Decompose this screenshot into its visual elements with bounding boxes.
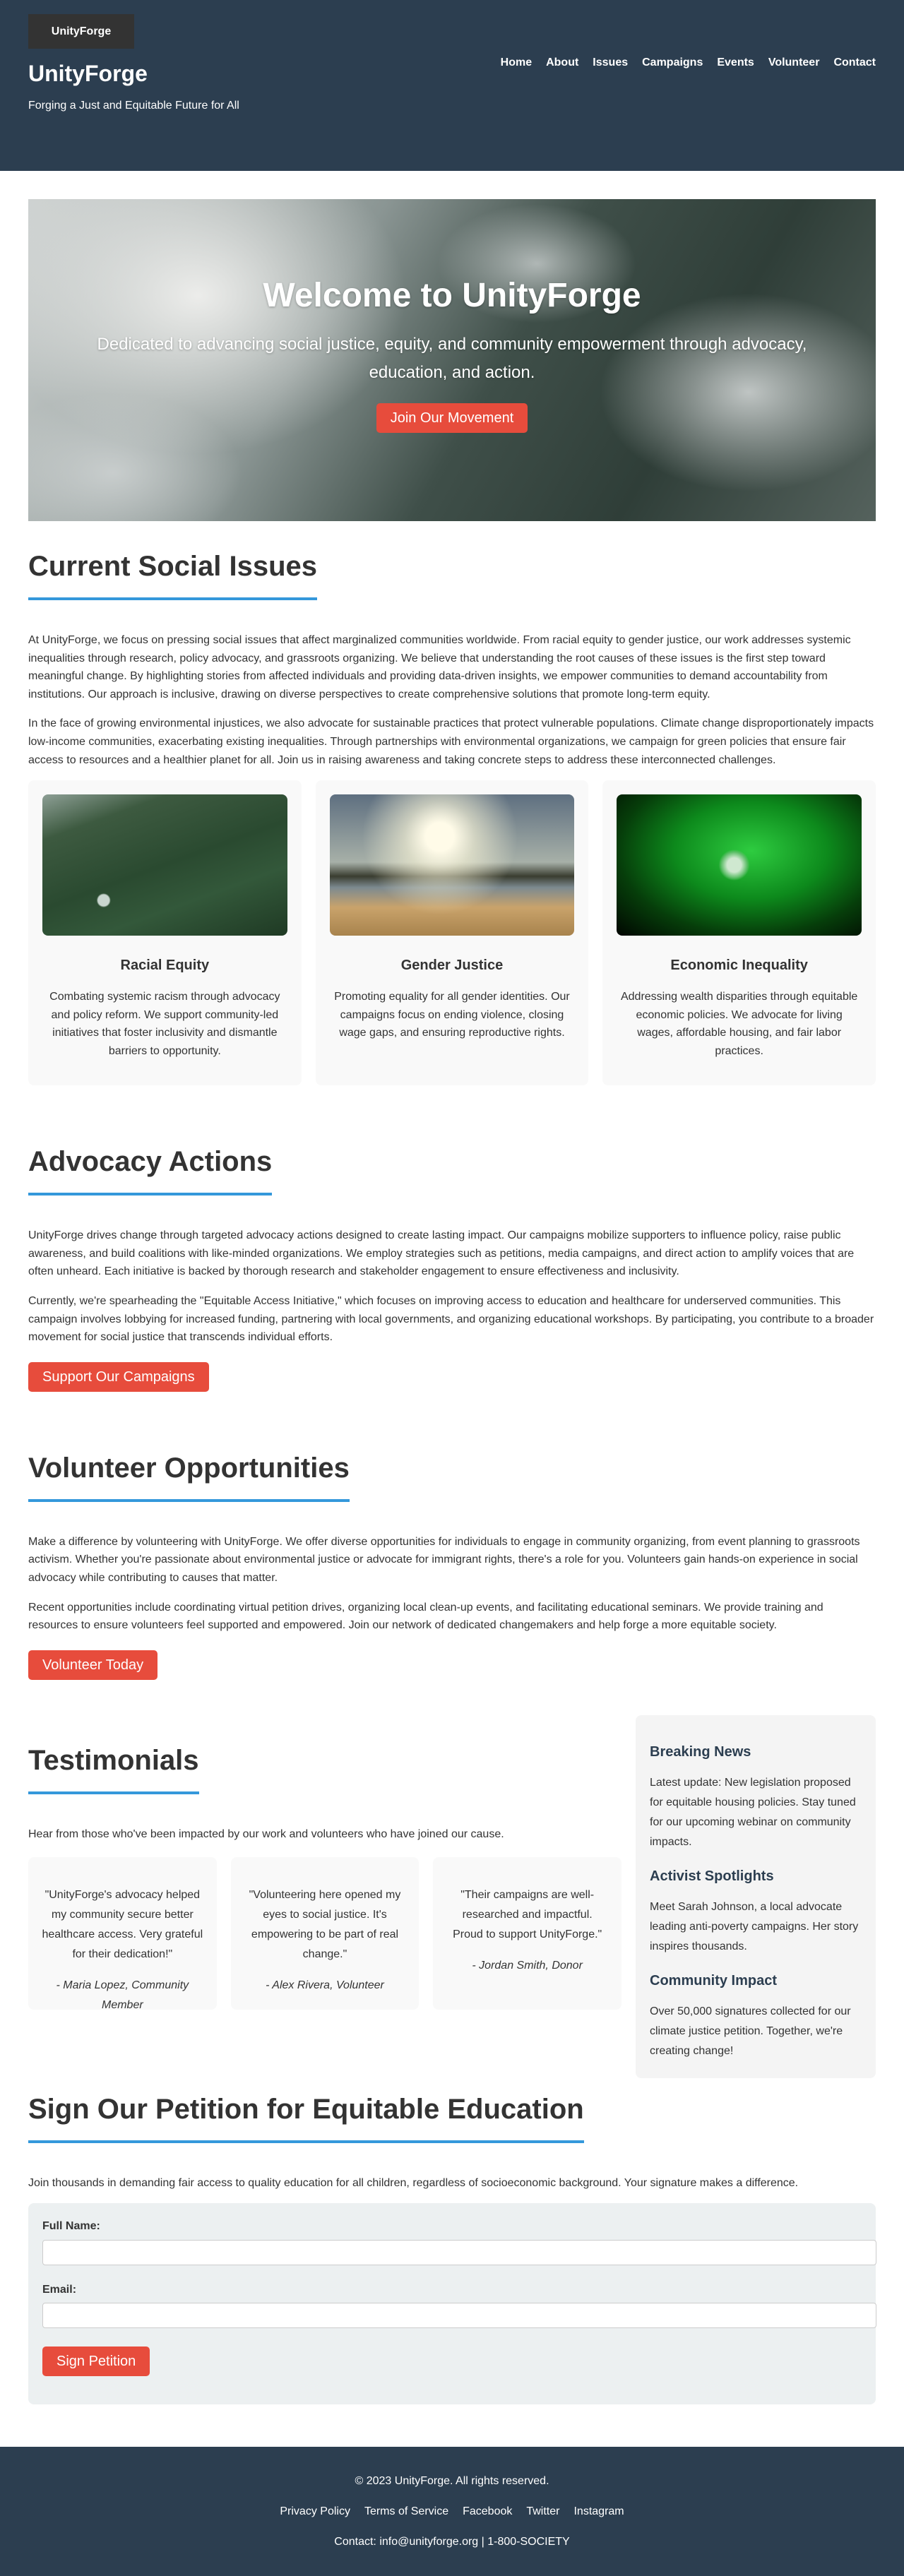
card-text: Combating systemic racism through advocacy and policy reform. We support community-led initiatives that foster inclusivity and dismantle barriers to opportunity. [49,991,280,1057]
issue-card [316,780,589,1085]
forest-image [42,794,287,936]
petition-intro: Join thousands in demanding fair access to quality education for all children, regardless of socioeconomic background. Your signature makes a difference. [28,2176,799,2189]
nav-home[interactable]: Home [500,56,533,68]
nav-campaigns[interactable]: Campaigns [642,56,703,68]
section-heading: Testimonials [28,1743,199,1794]
card-text: Promoting equality for all gender identities. Our campaigns focus on ending violence, closing wage gaps, and ensuring reproductive rights. [334,991,570,1039]
card-title: Economic Inequality [670,958,808,974]
hero-subtitle: Dedicated to advancing social justice, equity, and community empowerment through advocacy, education, and action. [97,334,807,383]
section-heading: Current Social Issues [28,549,317,600]
issue-card [28,780,302,1085]
testimonials-intro: Hear from those who've been impacted by our work and volunteers who have joined our cause. [28,1827,504,1840]
footer-link-privacy[interactable]: Privacy Policy [280,2505,350,2518]
footer-link-twitter[interactable]: Twitter [526,2505,560,2518]
volunteer-section [28,1392,876,1680]
site-footer [0,2447,904,2576]
footer-link-facebook[interactable]: Facebook [463,2505,513,2518]
testimonial-quote: "Volunteering here opened my eyes to social justice. It's empowering to be part of real change." [249,1889,401,1961]
beach-image [330,794,575,936]
section-heading: Volunteer Opportunities [28,1451,350,1502]
join-movement-button[interactable]: Join Our Movement [376,403,528,433]
hero-title: Welcome to UnityForge [263,277,641,314]
testimonial-quote: "Their campaigns are well-researched and impactful. Proud to support UnityForge." [453,1889,602,1941]
sidebar-heading: Breaking News [650,1743,751,1760]
nav-issues[interactable]: Issues [593,56,629,68]
testimonial-card [433,1857,622,2010]
petition-form [28,2203,876,2404]
card-title: Gender Justice [400,958,504,974]
issues-section [28,521,876,1085]
paragraph: Make a difference by volunteering with UnityForge. We offer diverse opportunities for individuals to engage in community organizing, from event planning to grassroots activism. Whether you're passionate about environmental justice or advocate for immigrant rights, there's a role for you. Volunteers gain hands-on experience in social advocacy while contributing to causes that matter. [28,1535,860,1584]
site-header [0,0,904,171]
paragraph: Recent opportunities include coordinating virtual petition drives, organizing local clean-up events, and facilitating educational seminars. We provide training and resources to ensure volunteers feel supported and empowered. Join our network of dedicated changemakers and help forge a more equitable society. [28,1601,823,1632]
logo[interactable]: UnityForge [28,14,134,49]
sidebar-text: Latest update: New legislation proposed for equitable housing policies. Stay tuned for our upcoming webinar on community impacts. [650,1776,856,1848]
sidebar-text: Meet Sarah Johnson, a local advocate leading anti-poverty campaigns. Her story inspires thousands. [650,1900,859,1952]
contact-info: Contact: info@unityforge.org | 1-800-SOCIETY [334,2535,570,2548]
full-name-input[interactable] [42,2240,876,2265]
card-text: Addressing wealth disparities through equitable economic policies. We advocate for living wages, affordable housing, and fair labor practices. [620,991,858,1057]
email-label: Email: [42,2283,77,2296]
footer-link-terms[interactable]: Terms of Service [364,2505,449,2518]
testimonial-quote: "UnityForge's advocacy helped my community secure better healthcare access. Very grateful for their dedication!" [42,1889,203,1961]
testimonial-author: - Alex Rivera, Volunteer [266,1979,384,1992]
nav-contact[interactable]: Contact [833,56,876,68]
copyright: © 2023 UnityForge. All rights reserved. [355,2475,549,2488]
site-title: UnityForge [28,61,148,86]
petition-section [28,2064,876,2405]
nav-events[interactable]: Events [717,56,754,68]
testimonial-author: - Jordan Smith, Donor [472,1960,583,1972]
sign-petition-button[interactable]: Sign Petition [42,2347,150,2376]
testimonial-card [231,1857,420,2010]
full-name-label: Full Name: [42,2220,100,2233]
testimonial-author: - Maria Lopez, Community Member [56,1979,189,2012]
paragraph: Currently, we're spearheading the "Equitable Access Initiative," which focuses on improving access to education and healthcare for underserved communities. This campaign involves lobbying for increased funding, partnering with local governments, and organizing educational workshops. By participating, you contribute to a broader movement for social justice that transcends individual efforts. [28,1294,874,1344]
nav-volunteer[interactable]: Volunteer [768,56,820,68]
card-title: Racial Equity [120,958,210,974]
sidebar-heading: Community Impact [650,1972,778,1988]
testimonials-section [28,1715,622,2010]
sidebar-heading: Activist Spotlights [650,1868,774,1884]
paragraph: In the face of growing environmental injustices, we also advocate for sustainable practices that protect vulnerable populations. Climate change disproportionately impacts low-income communities, exacerbating existing inequalities. Through partnerships with environmental organizations, we campaign for green policies that ensure fair access to resources and a healthier planet for all. Join us in raising awareness and taking concrete steps to address these interconnected challenges. [28,717,874,766]
sidebar [636,1715,876,2078]
testimonial-card [28,1857,217,2010]
nav-about[interactable]: About [546,56,579,68]
volunteer-today-button[interactable]: Volunteer Today [28,1650,157,1680]
support-campaigns-button[interactable]: Support Our Campaigns [28,1362,209,1392]
advocacy-section [28,1085,876,1392]
hero-banner [28,199,876,521]
issue-card [602,780,876,1085]
tagline: Forging a Just and Equitable Future for All [28,100,239,112]
footer-link-instagram[interactable]: Instagram [573,2505,624,2518]
main-nav [501,54,876,72]
leaf-image [617,794,862,936]
sidebar-text: Over 50,000 signatures collected for our climate justice petition. Together, we're creating change! [650,2005,851,2057]
section-heading: Sign Our Petition for Equitable Education [28,2092,584,2143]
email-input[interactable] [42,2303,876,2328]
paragraph: At UnityForge, we focus on pressing social issues that affect marginalized communities worldwide. From racial equity to gender justice, our work addresses systemic inequalities through research, policy advocacy, and grassroots organizing. We believe that understanding the root causes of these issues is the first step toward meaningful change. By highlighting stories from affected individuals and providing data-driven insights, we empower communities to demand accountability from institutions. Our approach is inclusive, drawing on diverse perspectives to create comprehensive solutions that promote long-term equity. [28,634,851,700]
section-heading: Advocacy Actions [28,1145,272,1195]
paragraph: UnityForge drives change through targeted advocacy actions designed to create lasting impact. Our campaigns mobilize supporters to influence policy, raise public awareness, and build coalitions with like-minded organizations. We employ strategies such as petitions, media campaigns, and direct action to amplify voices that are often unheard. Each initiative is backed by thorough research and stakeholder engagement to ensure effectiveness and inclusivity. [28,1229,855,1278]
